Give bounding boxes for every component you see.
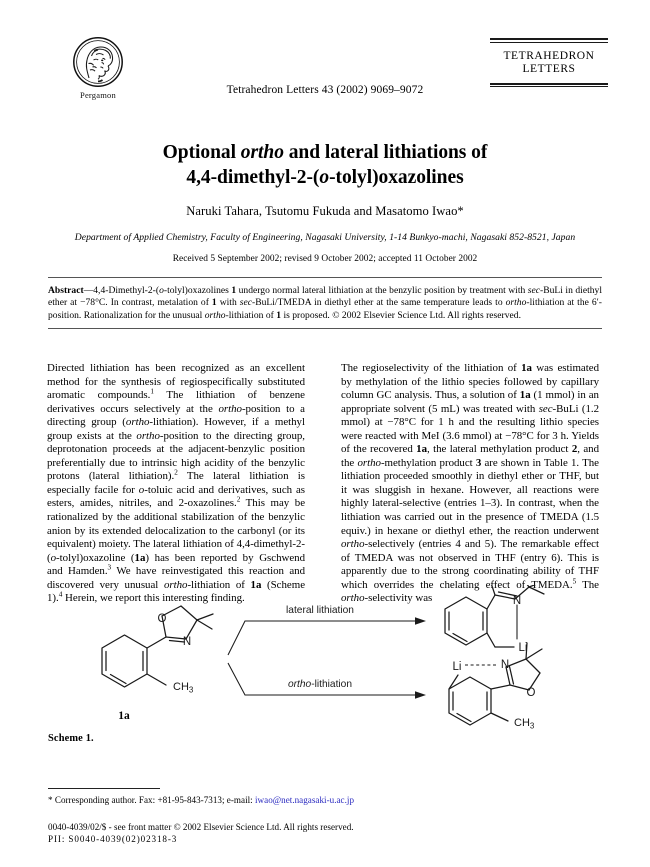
product-ortho-oxazoline-ring (506, 659, 540, 690)
reactant-benzene-ring (102, 635, 147, 687)
reactant-oxazoline-ring (162, 606, 197, 642)
received-dates: Received 5 September 2002; revised 9 October 2002; accepted 11 October 2002 (172, 254, 478, 264)
reactant-compound-label: 1a (118, 710, 130, 722)
product-lateral-nitrogen-label: N (512, 595, 522, 608)
page-header (0, 0, 650, 112)
author-list: Naruki Tahara, Tsutomu Fukuda and Masatomo Iwao* (186, 204, 464, 218)
product-ortho-nitrogen-label: N (500, 659, 510, 672)
body-column-left: Directed lithiation has been recognized as an excellent method for the synthesis of regiospecifically substituted aromatic compounds.$^1$ The lithiation of benzene derivatives occurs selectively at the ortho-position to a directing group (ortho-lithiation). However, if a methyl group exists at the ortho-position to the directing group, deprotonation proceeds at the adjacent-benzylic position preferentially due to intrinsic high acidity of the benzylic protons (lateral lithiation).$^2$ The lateral lithiation is especially facile for o-toluic acid and derivatives, such as esters, amides, nitriles, and 2-oxazolines.$^2$ This may be rationalized by the additional stabilization of the benzylic anion by its extended delocalization to the carbonyl (or its equivalent) moiety. The lateral lithiation of 4,4-dimethyl-2-(o-tolyl)oxazoline (1a) has been reported by Gschwend and Hamden.$^3$ We have reinvestigated this reaction and discovered very unusual ortho-lithiation of 1a (Scheme 1).$^4$ Herein, we report this interesting finding. (47, 362, 306, 605)
reactant-methyl-label: $CH_3$ (173, 681, 194, 695)
reactant-oxygen-label: O (157, 613, 167, 626)
affiliation: Department of Applied Chemistry, Faculty of Engineering, Nagasaki University, 1-14 Bunkyo-machi, Nagasaki 852-8521, Japan (74, 232, 576, 243)
product-ortho-lithium-label: Li (452, 661, 462, 674)
product-lateral-oxygen-label (485, 585, 494, 586)
banner-line-2: LETTERS (522, 63, 576, 76)
page-title (60, 140, 590, 190)
title-block (60, 140, 590, 264)
abstract-section (48, 277, 602, 329)
banner-rule-bottom (490, 83, 608, 88)
title-line-1-post: and lateral lithiations of (283, 142, 488, 163)
title-line-2-post: -tolyl)oxazolines (329, 167, 464, 188)
abstract-text (48, 278, 602, 328)
journal-reference: Tetrahedron Letters 43 (2002) 9069–9072 (226, 84, 424, 96)
journal-banner (490, 38, 608, 87)
arrow-heads (415, 617, 426, 699)
title-line-1-italic: ortho (240, 142, 284, 163)
publisher-name: Pergamon (80, 90, 116, 100)
page-footer (48, 788, 608, 846)
body-column-right: The regioselectivity of the lithiation of 1a was estimated by methylation of the lithio species followed by capillary column GC analysis. Thus, a solution of 1a (1 mmol) in an appropriate solvent (5 mL) was treated with sec-BuLi (1.2 mmol) at −78°C for 1 h and the resulting lithio species were reacted with MeI (3.6 mmol) at −78°C for 3 h. Yields of the recovered 1a, the lateral methylation product 2, and the ortho-methylation product 3 are shown in Table 1. The lithiation proceeded smoothly in diethyl ether or THF, but it was sluggish in hexane. However, all reactions were highly lateral-selective (entries 1–3). In contrast, when the lithiation was carried out in the presence of TMEDA (1.5 equiv.) in hexane or diethyl ether, the reaction underwent ortho-selectively (entries 4 and 5). The remarkable effect of TMEDA was not observed in THF (entry 6). This is apparently due to the strong coordinating ability of THF which overrides the chelating effect of TMEDA.$^5$ The ortho-selectivity was (341, 362, 599, 605)
title-line-1-pre: Optional (162, 142, 241, 163)
abstract-dash: — (83, 285, 94, 296)
banner-line-1: TETRAHEDRON (503, 49, 595, 62)
corresponding-author-text: * Corresponding author. Fax: +81-95-843-7313; e-mail: (48, 795, 255, 805)
scheme-figure (40, 585, 615, 740)
scheme-drawing (40, 585, 615, 740)
copyright-line: 0040-4039/02/$ - see front matter © 2002 Elsevier Science Ltd. All rights reserved. (48, 822, 354, 832)
abstract-rule-bottom (48, 328, 602, 329)
pii-line: PII: S0040-4039(02)02318-3 (48, 834, 178, 845)
pergamon-head-medallion-icon (72, 36, 124, 88)
banner-title (490, 43, 608, 83)
title-line-2-pre: 4,4-dimethyl-2-( (186, 167, 320, 188)
footnote-divider (48, 788, 160, 789)
product-lateral-oxazoline-ring (489, 585, 529, 599)
product-ortho-oxygen-label: O (526, 687, 536, 700)
title-line-2-italic: o (319, 167, 330, 188)
arrow-label-lateral: lateral lithiation (286, 605, 354, 616)
corresponding-author-email-link[interactable]: iwao@net.nagasaki-u.ac.jp (255, 795, 355, 805)
product-ortho-methyl-label: $CH_3$ (514, 717, 535, 731)
product-ortho-benzene-ring (449, 677, 491, 725)
corresponding-author-note (48, 794, 608, 806)
reactant-nitrogen-label: N (182, 636, 192, 649)
abstract-rich-text: 4,4-Dimethyl-2-(o-tolyl)oxazolines 1 undergo normal lateral lithiation at the benzylic position by treatment with sec-BuLi in diethyl ether at −78°C. In contrast, metalation of 1 with sec-BuLi/TMEDA in diethyl ether at the same temperature leads to ortho-lithiation at the 6′-position. Rationalization for the unusual ortho-lithiation of 1 is proposed. © 2002 Elsevier Science Ltd. All rights reserved. (48, 285, 603, 321)
product-lateral-benzene-ring (445, 597, 487, 645)
scheme-caption: Scheme 1. (48, 733, 94, 744)
product-lateral-lithium-label: Li (518, 642, 528, 654)
abstract-label: Abstract (48, 285, 84, 296)
arrow-label-ortho: ortho-lithiation (287, 679, 353, 690)
